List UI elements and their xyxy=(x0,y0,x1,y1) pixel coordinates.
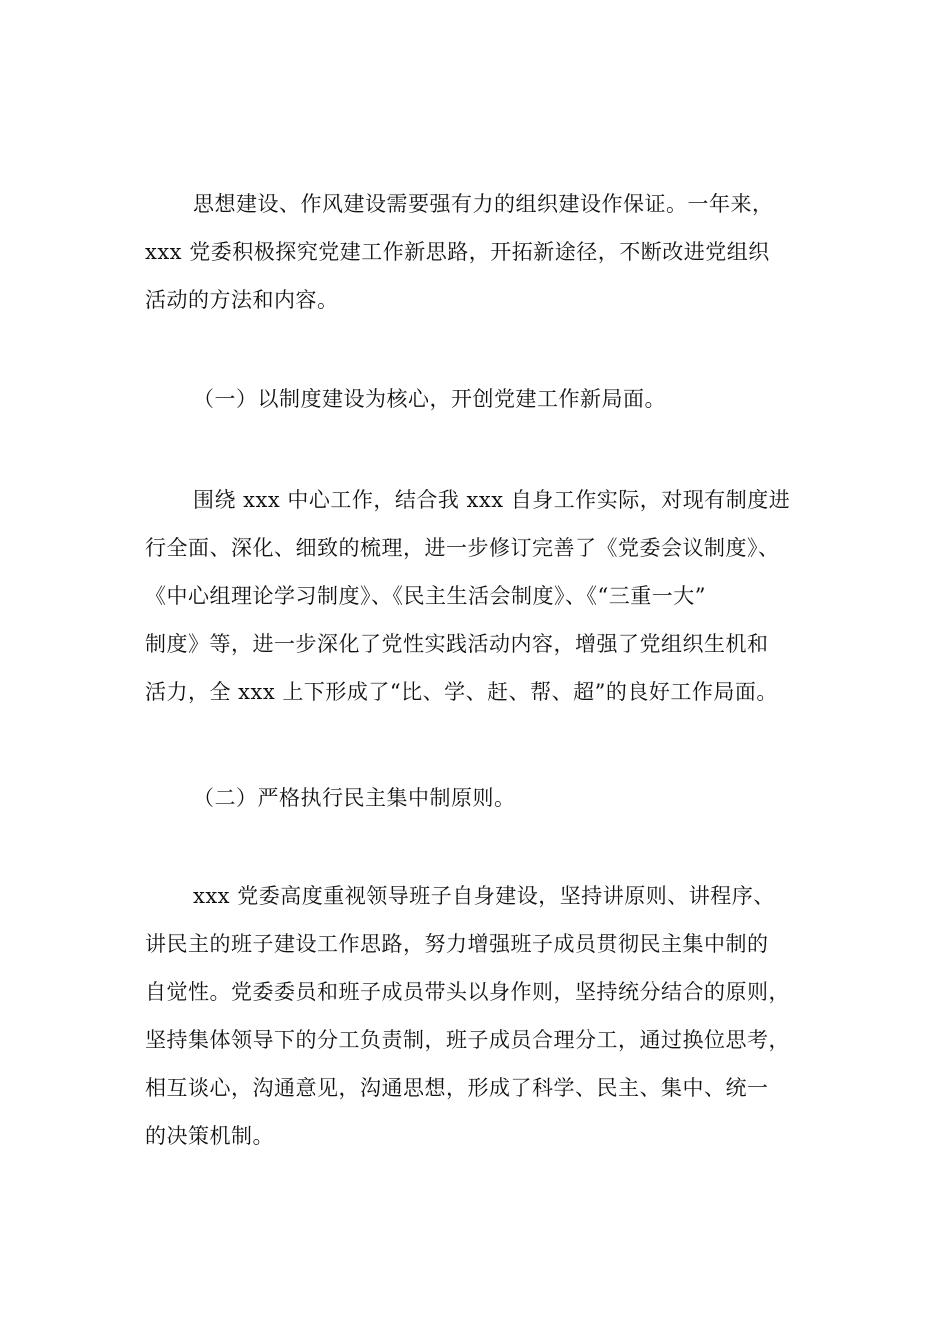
paragraph-system-building xyxy=(145,476,825,716)
paragraph-line: 讲民主的班子建设工作思路，努力增强班子成员贯彻民主集中制的 xyxy=(145,932,769,956)
heading-text: （二）严格执行民主集中制原则。 xyxy=(193,786,516,810)
paragraph-line: 坚持集体领导下的分工负责制，班子成员合理分工，通过换位思考， xyxy=(145,1028,790,1052)
paragraph-line: 思想建设、作风建设需要强有力的组织建设作保证。一年来， xyxy=(193,192,774,216)
paragraph-line: 《中心组理论学习制度》、《民主生活会制度》、《“三重一大” xyxy=(145,584,706,608)
paragraph-line: 活力，全 xxx 上下形成了“比、学、赶、帮、超”的良好工作局面。 xyxy=(145,680,778,704)
paragraph-line: 自觉性。党委委员和班子成员带头以身作则，坚持统分结合的原则， xyxy=(145,980,790,1004)
paragraph-line: 行全面、深化、细致的梳理，进一步修订完善了《党委会议制度》、 xyxy=(145,536,780,560)
paragraph-democratic-centralism xyxy=(145,872,825,1160)
paragraph-line: 制度》等，进一步深化了党性实践活动内容，增强了党组织生机和 xyxy=(145,632,769,656)
paragraph-line: 相互谈心，沟通意见，沟通思想，形成了科学、民主、集中、统一 xyxy=(145,1076,769,1100)
paragraph-line: 活动的方法和内容。 xyxy=(145,288,339,312)
heading-text: （一）以制度建设为核心，开创党建工作新局面。 xyxy=(193,387,666,411)
paragraph-line: xxx 党委高度重视领导班子自身建设，坚持讲原则、讲程序、 xyxy=(193,884,775,908)
paragraph-line: xxx 党委积极探究党建工作新思路，开拓新途径，不断改进党组织 xyxy=(145,240,770,264)
section-heading-1 xyxy=(145,375,825,423)
paragraph-organization-building xyxy=(145,180,825,324)
paragraph-line: 的决策机制。 xyxy=(145,1124,274,1148)
paragraph-line: 围绕 xxx 中心工作，结合我 xxx 自身工作实际，对现有制度进 xyxy=(193,488,791,512)
section-heading-2 xyxy=(145,774,825,822)
